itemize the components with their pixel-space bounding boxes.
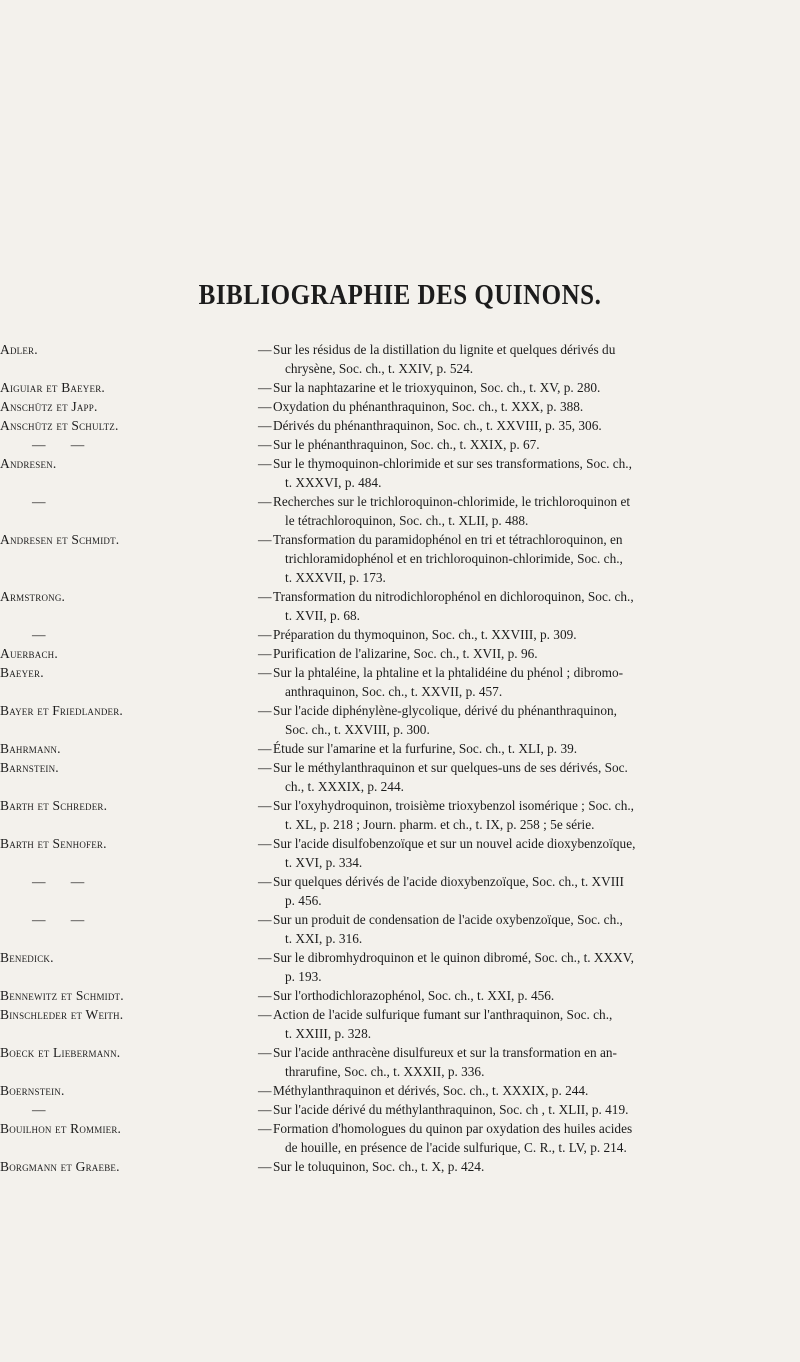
entry-description-line: anthraquinon, Soc. ch., t. XXVII, p. 457.	[285, 684, 503, 699]
bibliography-entry	[0, 872, 800, 910]
entry-dash: —	[258, 760, 272, 775]
entry-description-line: thrarufine, Soc. ch., t. XXXII, p. 336.	[285, 1064, 485, 1079]
entry-author: — —	[32, 874, 85, 889]
entry-description-line: trichloramidophénol et en trichloroquinon-chlorimide, Soc. ch.,	[285, 551, 623, 566]
entry-dash: —	[258, 836, 272, 851]
bibliography-list	[0, 340, 800, 1176]
entry-description	[273, 416, 710, 435]
entry-description	[273, 739, 710, 758]
entry-description	[273, 1043, 710, 1081]
entry-dash: —	[258, 874, 272, 889]
entry-author: Boernstein.	[0, 1083, 65, 1098]
entry-author: Anschütz et Schultz.	[0, 418, 119, 433]
entry-dash: —	[258, 494, 272, 509]
bibliography-entry	[0, 397, 800, 416]
entry-description-line: t. XXIII, p. 328.	[285, 1026, 372, 1041]
entry-description-line: Sur l'acide diphénylène-glycolique, dérivé du phénanthraquinon,	[273, 703, 617, 718]
entry-description-line: de houille, en présence de l'acide sulfurique, C. R., t. LV, p. 214.	[285, 1140, 627, 1155]
bibliography-entry	[0, 435, 800, 454]
entry-description	[273, 986, 710, 1005]
entry-description-line: Sur l'acide anthracène disulfureux et sur la transformation en an-	[273, 1045, 617, 1060]
entry-author: Benedick.	[0, 950, 54, 965]
entry-description	[273, 910, 710, 948]
bibliography-entry	[0, 378, 800, 397]
entry-author: Adler.	[0, 342, 38, 357]
bibliography-entry	[0, 587, 800, 625]
bibliography-entry	[0, 530, 800, 587]
entry-description	[273, 1157, 710, 1176]
entry-description-line: Étude sur l'amarine et la furfurine, Soc. ch., t. XLI, p. 39.	[273, 741, 578, 756]
entry-description-line: t. XXXVII, p. 173.	[285, 570, 386, 585]
entry-author: — —	[32, 912, 85, 927]
entry-description	[273, 701, 710, 739]
entry-author: Borgmann et Graebe.	[0, 1159, 120, 1174]
entry-description-line: Purification de l'alizarine, Soc. ch., t. XVII, p. 96.	[273, 646, 538, 661]
entry-description-line: Sur l'acide dérivé du méthylanthraquinon, Soc. ch , t. XLII, p. 419.	[273, 1102, 629, 1117]
entry-description	[273, 834, 710, 872]
entry-author: Barnstein.	[0, 760, 59, 775]
entry-description-line: t. XVI, p. 334.	[285, 855, 363, 870]
bibliography-entry	[0, 1157, 800, 1176]
entry-description	[273, 1081, 710, 1100]
entry-description-line: Sur la phtaléine, la phtaline et la phtalidéine du phénol ; dibromo-	[273, 665, 624, 680]
entry-description	[273, 587, 710, 625]
entry-description-line: p. 456.	[285, 893, 322, 908]
entry-author: Boeck et Liebermann.	[0, 1045, 121, 1060]
entry-description-line: chrysène, Soc. ch., t. XXIV, p. 524.	[285, 361, 474, 376]
bibliography-entry	[0, 701, 800, 739]
entry-dash: —	[258, 950, 272, 965]
entry-description-line: Sur le méthylanthraquinon et sur quelques-uns de ses dérivés, Soc.	[273, 760, 628, 775]
bibliography-entry	[0, 454, 800, 492]
entry-description-line: t. XXXVI, p. 484.	[285, 475, 382, 490]
entry-dash: —	[258, 418, 272, 433]
entry-description	[273, 1119, 710, 1157]
entry-description-line: t. XL, p. 218 ; Journ. pharm. et ch., t. IX, p. 258 ; 5e série.	[285, 817, 595, 832]
bibliography-entry	[0, 1100, 800, 1119]
entry-author: Bahrmann.	[0, 741, 61, 756]
bibliography-entry	[0, 1081, 800, 1100]
entry-description	[273, 454, 710, 492]
entry-dash: —	[258, 703, 272, 718]
entry-dash: —	[258, 1159, 272, 1174]
entry-description	[273, 397, 710, 416]
entry-author: Auerbach.	[0, 646, 58, 661]
entry-author: —	[32, 494, 46, 509]
bibliography-entry	[0, 492, 800, 530]
entry-description	[273, 435, 710, 454]
entry-description	[273, 625, 710, 644]
entry-author: Bennewitz et Schmidt.	[0, 988, 124, 1003]
entry-dash: —	[258, 342, 272, 357]
entry-description-line: Préparation du thymoquinon, Soc. ch., t. XXVIII, p. 309.	[273, 627, 577, 642]
entry-description	[273, 796, 710, 834]
entry-description-line: Sur le toluquinon, Soc. ch., t. X, p. 424.	[273, 1159, 485, 1174]
entry-description-line: Sur l'orthodichlorazophénol, Soc. ch., t. XXI, p. 456.	[273, 988, 555, 1003]
entry-dash: —	[258, 988, 272, 1003]
entry-description	[273, 758, 710, 796]
entry-description	[273, 1100, 710, 1119]
entry-author: — —	[32, 437, 85, 452]
entry-author: Armstrong.	[0, 589, 66, 604]
entry-author: Barth et Schreder.	[0, 798, 108, 813]
entry-description-line: Dérivés du phénanthraquinon, Soc. ch., t. XXVIII, p. 35, 306.	[273, 418, 602, 433]
entry-dash: —	[258, 1045, 272, 1060]
bibliography-entry	[0, 758, 800, 796]
entry-dash: —	[258, 741, 272, 756]
entry-description	[273, 378, 710, 397]
entry-description	[273, 872, 710, 910]
bibliography-entry	[0, 340, 800, 378]
entry-author: Andresen et Schmidt.	[0, 532, 120, 547]
entry-description-line: Action de l'acide sulfurique fumant sur l'anthraquinon, Soc. ch.,	[273, 1007, 613, 1022]
entry-description	[273, 340, 710, 378]
entry-author: Barth et Senhofer.	[0, 836, 107, 851]
bibliography-entry	[0, 1119, 800, 1157]
entry-description	[273, 644, 710, 663]
entry-dash: —	[258, 399, 272, 414]
entry-author: Bouilhon et Rommier.	[0, 1121, 122, 1136]
page-title: BIBLIOGRAPHIE DES QUINONS.	[198, 279, 602, 311]
bibliography-entry	[0, 416, 800, 435]
entry-dash: —	[258, 665, 272, 680]
entry-description-line: Sur le dibromhydroquinon et le quinon dibromé, Soc. ch., t. XXXV,	[273, 950, 634, 965]
entry-description-line: Transformation du paramidophénol en tri et tétrachloroquinon, en	[273, 532, 623, 547]
bibliography-entry	[0, 948, 800, 986]
bibliography-entry	[0, 796, 800, 834]
entry-description-line: Sur les résidus de la distillation du lignite et quelques dérivés du	[273, 342, 616, 357]
entry-description	[273, 948, 710, 986]
entry-dash: —	[258, 1083, 272, 1098]
bibliography-entry	[0, 834, 800, 872]
entry-author: Binschleder et Weith.	[0, 1007, 124, 1022]
bibliography-entry	[0, 1005, 800, 1043]
bibliography-entry	[0, 663, 800, 701]
entry-description-line: t. XXI, p. 316.	[285, 931, 363, 946]
entry-description-line: Sur le phénanthraquinon, Soc. ch., t. XXIX, p. 67.	[273, 437, 540, 452]
entry-author: —	[32, 1102, 46, 1117]
bibliography-entry	[0, 625, 800, 644]
entry-description	[273, 530, 710, 587]
entry-dash: —	[258, 1102, 272, 1117]
entry-description-line: Sur l'acide disulfobenzoïque et sur un nouvel acide dioxybenzoïque,	[273, 836, 636, 851]
entry-dash: —	[258, 589, 272, 604]
bibliography-entry	[0, 1043, 800, 1081]
bibliography-entry	[0, 910, 800, 948]
entry-dash: —	[258, 627, 272, 642]
entry-description-line: p. 193.	[285, 969, 322, 984]
entry-dash: —	[258, 532, 272, 547]
bibliography-entry	[0, 644, 800, 663]
entry-author: Bayer et Friedlander.	[0, 703, 123, 718]
entry-description-line: le tétrachloroquinon, Soc. ch., t. XLII, p. 488.	[285, 513, 529, 528]
bibliography-entry	[0, 739, 800, 758]
entry-description-line: Sur quelques dérivés de l'acide dioxybenzoïque, Soc. ch., t. XVIII	[273, 874, 624, 889]
entry-author: —	[32, 627, 46, 642]
entry-description-line: Recherches sur le trichloroquinon-chlorimide, le trichloroquinon et	[273, 494, 631, 509]
entry-description-line: Sur le thymoquinon-chlorimide et sur ses transformations, Soc. ch.,	[273, 456, 632, 471]
entry-author: Anschütz et Japp.	[0, 399, 98, 414]
bibliography-entry	[0, 986, 800, 1005]
entry-dash: —	[258, 437, 272, 452]
entry-dash: —	[258, 912, 272, 927]
entry-description-line: Sur un produit de condensation de l'acide oxybenzoïque, Soc. ch.,	[273, 912, 623, 927]
entry-description-line: Formation d'homologues du quinon par oxydation des huiles acides	[273, 1121, 633, 1136]
entry-description-line: Oxydation du phénanthraquinon, Soc. ch., t. XXX, p. 388.	[273, 399, 584, 414]
entry-dash: —	[258, 646, 272, 661]
entry-description-line: Méthylanthraquinon et dérivés, Soc. ch., t. XXXIX, p. 244.	[273, 1083, 589, 1098]
entry-description-line: Sur l'oxyhydroquinon, troisième trioxybenzol isomérique ; Soc. ch.,	[273, 798, 634, 813]
entry-author: Andresen.	[0, 456, 57, 471]
entry-dash: —	[258, 456, 272, 471]
entry-author: Baeyer.	[0, 665, 44, 680]
entry-description	[273, 1005, 710, 1043]
entry-description-line: Soc. ch., t. XXVIII, p. 300.	[285, 722, 430, 737]
entry-description-line: ch., t. XXXIX, p. 244.	[285, 779, 404, 794]
entry-description-line: Transformation du nitrodichlorophénol en dichloroquinon, Soc. ch.,	[273, 589, 634, 604]
entry-description	[273, 492, 710, 530]
entry-description	[273, 663, 710, 701]
entry-description-line: t. XVII, p. 68.	[285, 608, 360, 623]
entry-description-line: Sur la naphtazarine et le trioxyquinon, Soc. ch., t. XV, p. 280.	[273, 380, 601, 395]
entry-dash: —	[258, 1121, 272, 1136]
entry-author: Aiguiar et Baeyer.	[0, 380, 105, 395]
entry-dash: —	[258, 798, 272, 813]
entry-dash: —	[258, 380, 272, 395]
entry-dash: —	[258, 1007, 272, 1022]
